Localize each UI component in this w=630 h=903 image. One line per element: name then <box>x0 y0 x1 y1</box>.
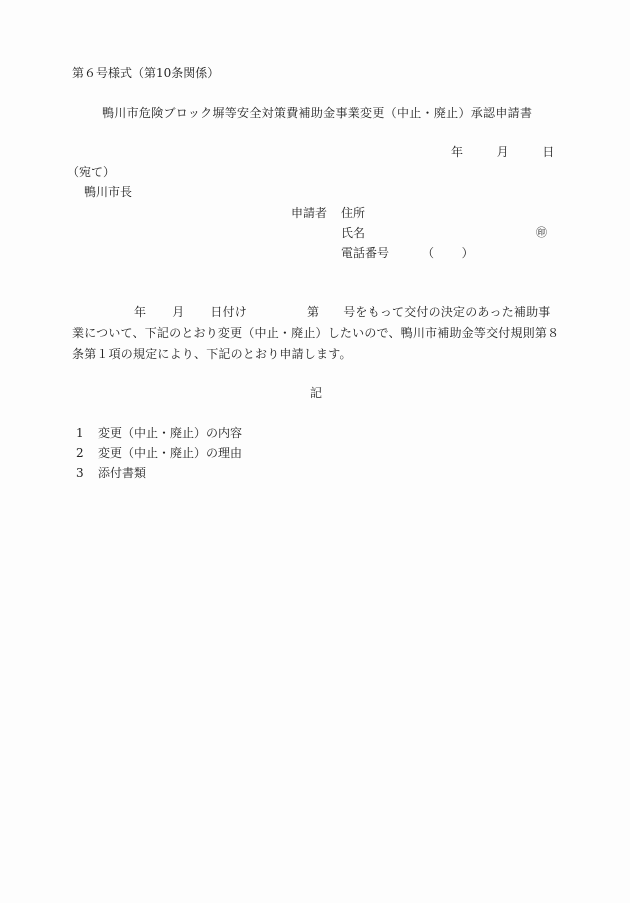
seal-icon: ㊞ <box>536 226 547 239</box>
body-month-label: 月 <box>172 305 185 319</box>
name-label: 氏名 <box>341 226 366 240</box>
body-line-1 <box>72 304 551 320</box>
list-item <box>76 425 242 441</box>
list-item-text: 添付書類 <box>98 466 147 480</box>
body-line-1-rest: 号をもって交付の決定のあった補助事 <box>343 305 551 319</box>
applicant-label: 申請者 <box>291 206 328 220</box>
date-day-label: 日 <box>542 145 555 159</box>
list-item <box>76 465 146 481</box>
list-item-number: 3 <box>76 466 84 480</box>
phone-label: 電話番号 <box>341 246 390 260</box>
addressee: 鴨川市長 <box>84 185 133 199</box>
body-year-label: 年 <box>134 305 147 319</box>
list-item-number: 1 <box>76 426 84 440</box>
list-item <box>76 445 242 461</box>
body-line-3: 条第１項の規定により、下記のとおり申請します。 <box>72 347 352 361</box>
phone-area-code-parens <box>422 245 474 261</box>
body-line-2: 業について、下記のとおり変更（中止・廃止）したいので、鴨川市補助金等交付規則第８ <box>72 326 560 340</box>
ki-heading: 記 <box>310 386 323 400</box>
date-month-label: 月 <box>496 145 509 159</box>
document-title: 鴨川市危険ブロック塀等安全対策費補助金事業変更（中止・廃止）承認申請書 <box>102 106 533 120</box>
body-dai-label: 第 <box>307 305 320 319</box>
date-line <box>451 144 554 160</box>
list-item-number: 2 <box>76 446 84 460</box>
address-label: 住所 <box>341 206 366 220</box>
phone-close-paren: ） <box>461 246 474 260</box>
list-item-text: 変更（中止・廃止）の理由 <box>98 446 243 460</box>
phone-open-paren: （ <box>422 246 435 260</box>
date-year-label: 年 <box>451 145 464 159</box>
addressee-prefix: （宛て） <box>67 165 116 179</box>
list-item-text: 変更（中止・廃止）の内容 <box>98 426 243 440</box>
form-number: 第６号様式（第10条関係） <box>72 66 220 80</box>
body-day-label: 日付け <box>210 305 248 319</box>
